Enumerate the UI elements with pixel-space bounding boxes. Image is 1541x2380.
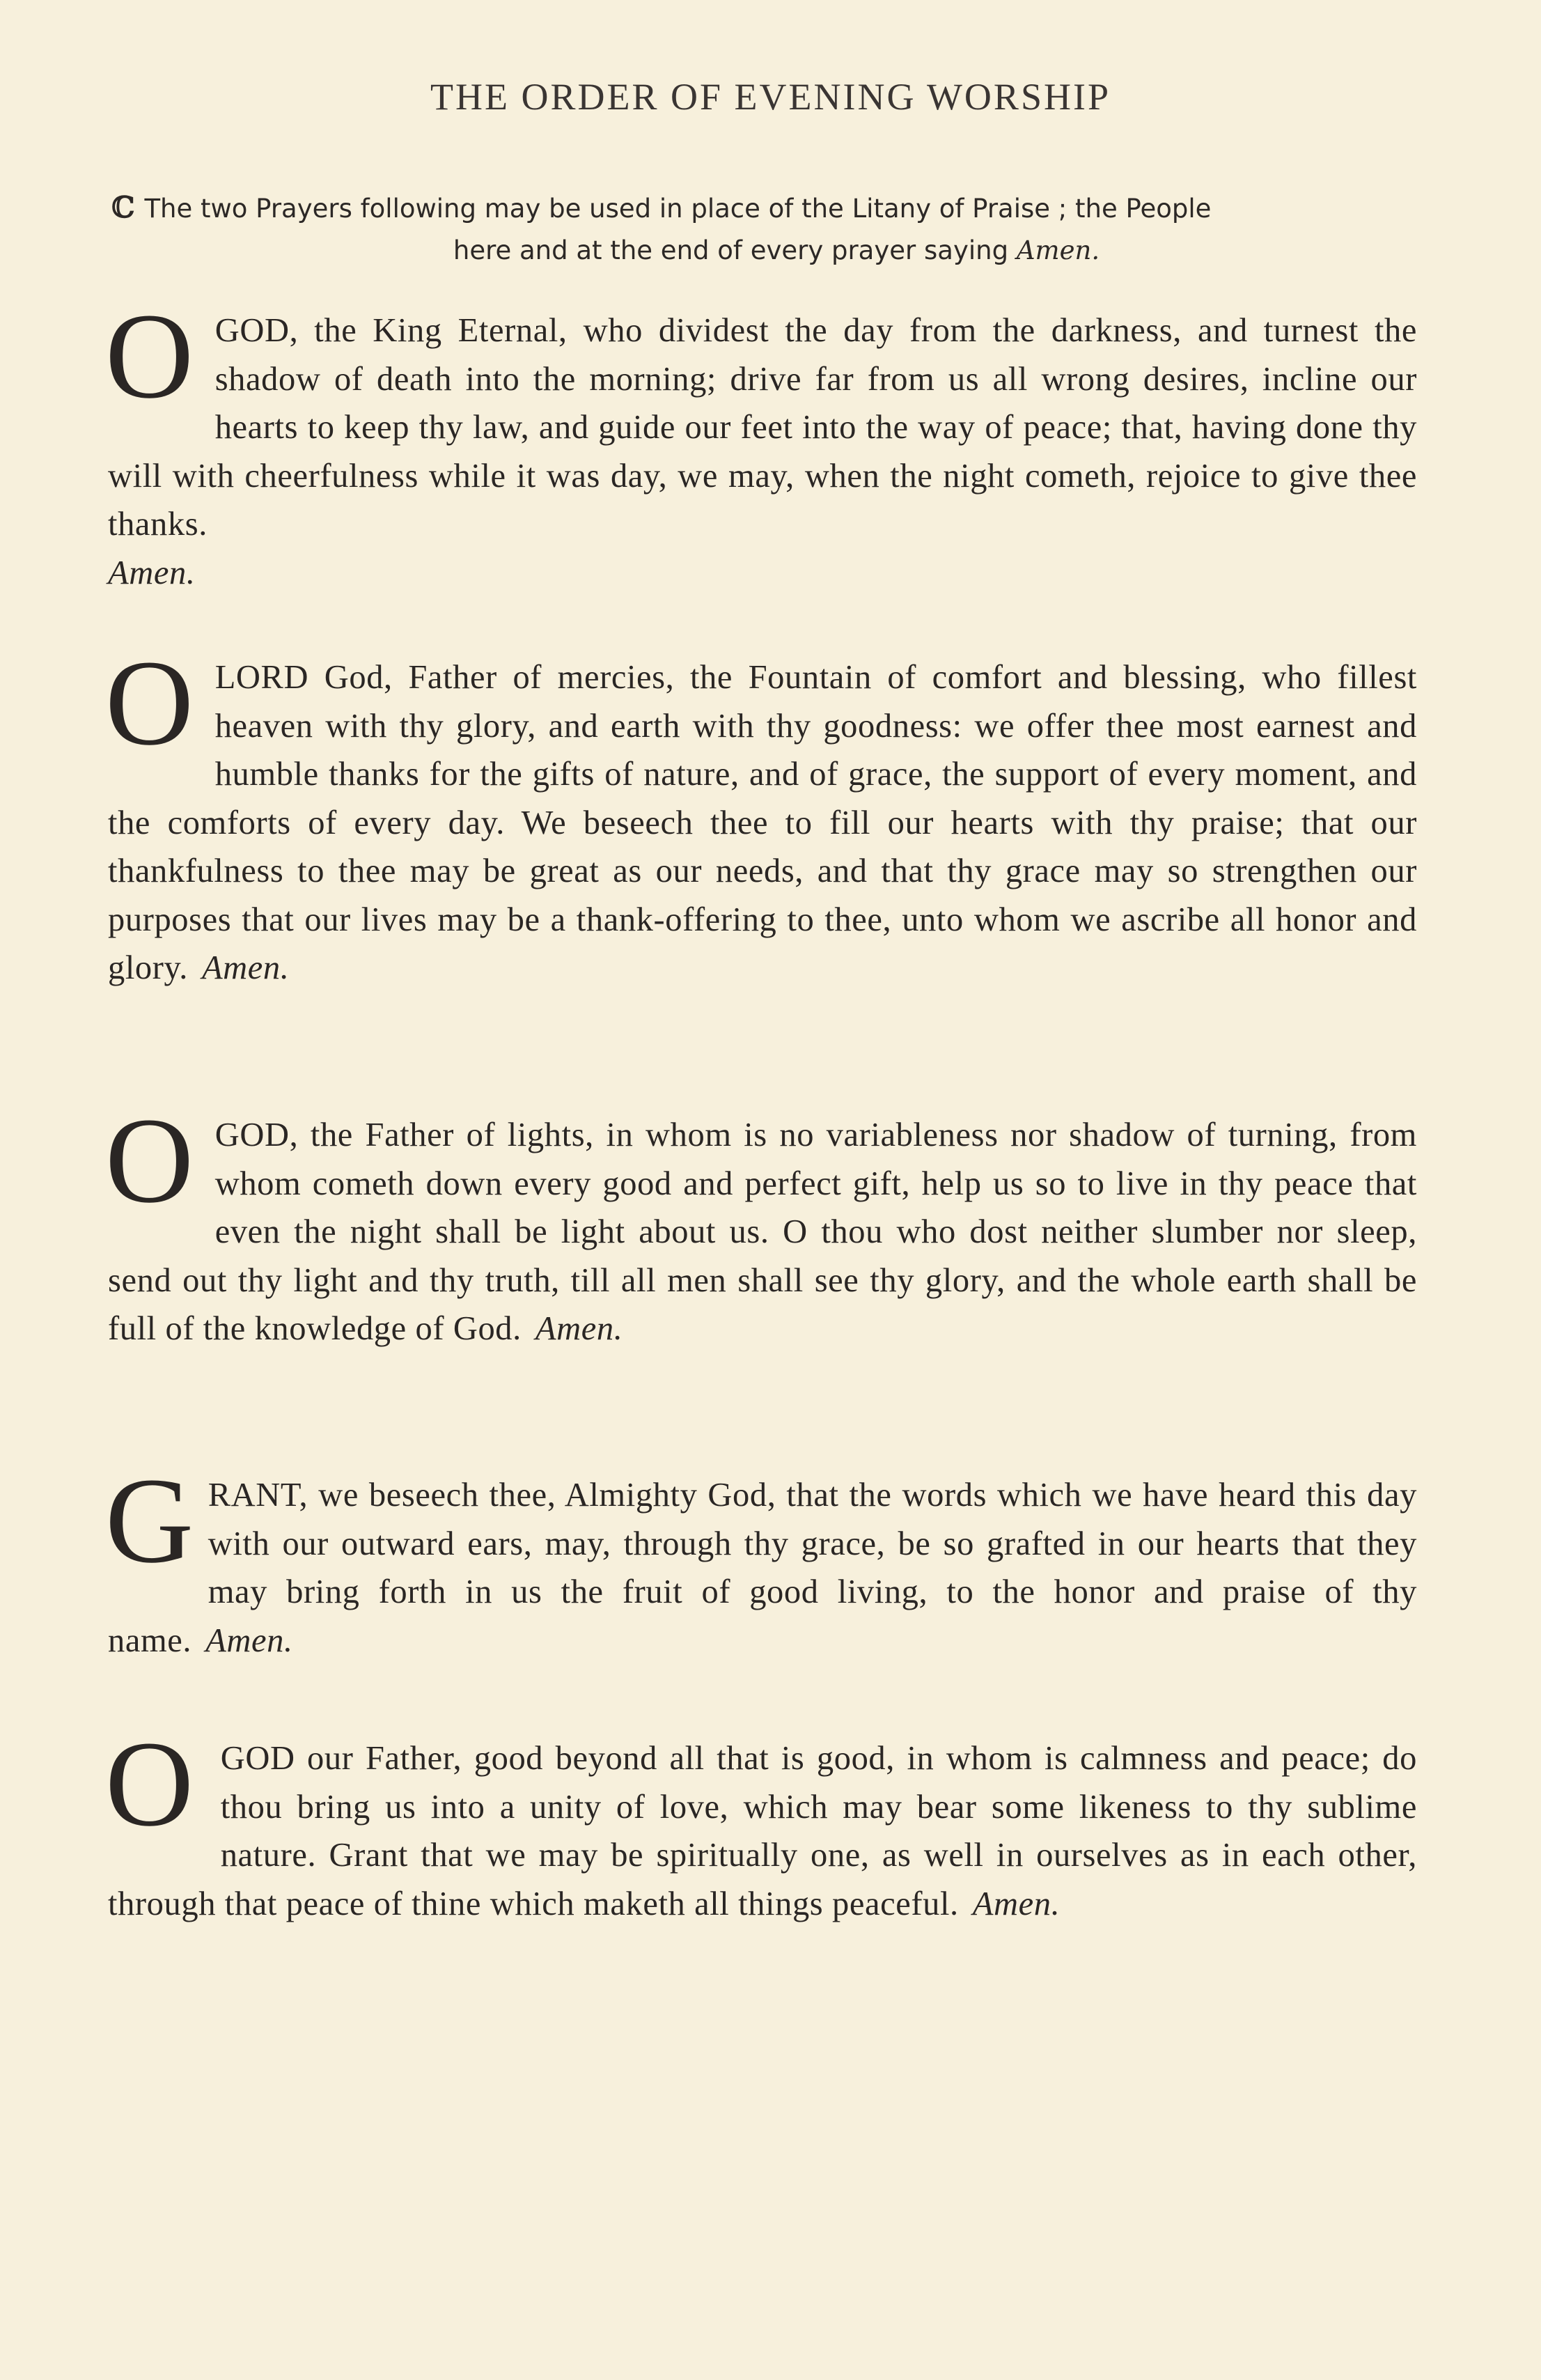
- prayer-text: GOD our Father, good beyond all that is good, in whom is calmness and peace; do thou bring us into a unity of love, which may bear some likeness to thy sublime nature. Grant that we may be spiritually one, as well in ourselves as in each other, through that peace of thine which maketh all things peaceful.: [108, 1740, 1417, 1922]
- rubric-amen: Amen.: [1016, 235, 1100, 265]
- running-head: THE ORDER OF EVENING WORSHIP: [430, 76, 1111, 118]
- prayer-amen: Amen.: [972, 1885, 1061, 1922]
- prayer-amen: Amen.: [201, 949, 290, 986]
- drop-cap-initial: O: [105, 288, 194, 424]
- rubric-line-2: here and at the end of every prayer saying: [453, 235, 1009, 265]
- prayer-4: [105, 1453, 1417, 1665]
- prayer-5: [105, 1716, 1417, 1928]
- prayer-amen: Amen.: [535, 1310, 623, 1347]
- drop-cap-initial: G: [105, 1453, 194, 1589]
- rubric-line-2-wrapper: [111, 230, 1414, 272]
- rubric-instruction: [111, 187, 1414, 272]
- prayer-amen: Amen.: [205, 1621, 293, 1659]
- prayer-text: GOD, the King Eternal, who dividest the day from the darkness, and turnest the shadow of death into the morning; drive far from us all wrong desires, incline our hearts to keep thy law, and guide our feet into the way of peace; that, having done thy will with cheerfulness while it was day, we may, when the night cometh, rejoice to give thee thanks.: [108, 312, 1417, 543]
- drop-cap-initial: O: [105, 1716, 194, 1852]
- prayer-text: LORD God, Father of mercies, the Fountain of comfort and blessing, who fillest heaven with thy glory, and earth with thy goodness: we offer thee most earnest and humble thanks for the gifts of nature, and of grace, the support of every moment, and the comforts of every day. We beseech thee to fill our hearts with thy praise; that our thankfulness to thee may be great as our needs, and that thy grace may so strengthen our purposes that our lives may be a thank-offering to thee, unto whom we ascribe all honor and glory.: [108, 659, 1417, 986]
- prayer-text: RANT, we beseech thee, Almighty God, that the words which we have heard this day with our outward ears, may, through thy grace, be so grafted in our hearts that they may bring forth in us the fruit of good living, to the honor and praise of thy name.: [108, 1477, 1417, 1659]
- drop-cap-initial: O: [105, 635, 194, 771]
- prayer-3: [105, 1093, 1417, 1353]
- pilcrow-icon: ℂ: [111, 190, 135, 224]
- prayer-text: GOD, the Father of lights, in whom is no variableness nor shadow of turning, from whom cometh down every good and perfect gift, help us so to live in thy peace that even the night shall be light about us. O thou who dost neither slumber nor sleep, send out thy light and thy truth, till all men shall see thy glory, and the whole earth shall be full of the knowledge of God.: [108, 1117, 1417, 1347]
- prayer-amen: Amen.: [108, 554, 196, 591]
- rubric-line-1: The two Prayers following may be used in place of the Litany of Praise ; the People: [144, 194, 1212, 224]
- drop-cap-initial: O: [105, 1093, 194, 1229]
- prayer-2: [105, 635, 1417, 993]
- prayer-1: [105, 288, 1417, 597]
